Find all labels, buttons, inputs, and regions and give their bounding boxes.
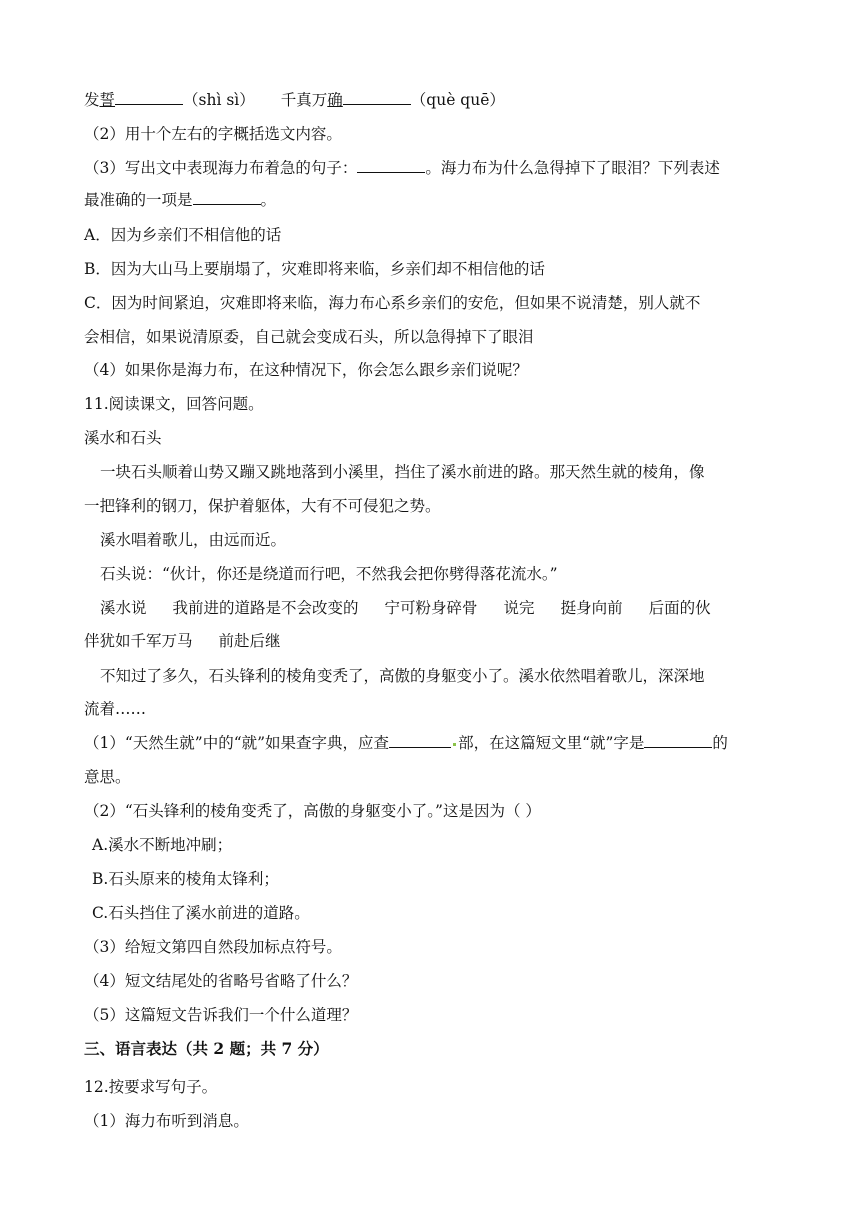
pinyin-line [84,90,505,110]
sub-question-4: （4）短文结尾处的省略号省略了什么？ [84,972,358,990]
passage-title: 溪水和石头 [84,429,162,447]
phrase: 伴犹如千军万马 [84,632,193,650]
passage-paragraph-cont: 流着…… [84,700,147,718]
phrase: 我前进的道路是不会改变的 [172,599,359,617]
answer-blank[interactable] [343,90,411,105]
question-12: 12.按要求写句子。 [84,1078,218,1096]
sub-question-1 [84,733,728,753]
pinyin-options: （què quē） [410,91,505,109]
sub-option-c: C.石头挡住了溪水前进的道路。 [92,904,310,922]
sub-option-a: A.溪水不断地冲刷； [92,836,233,854]
phrase: 溪水说 [100,599,147,617]
phrase: 说完 [503,599,535,617]
question-text: 。 [260,191,277,209]
sub-question-3: （3）给短文第四自然段加标点符号。 [84,938,342,956]
answer-blank[interactable] [644,733,712,748]
sub-question-5: （5）这篇短文告诉我们一个什么道理？ [84,1006,358,1024]
passage-paragraph-cont: 一把锋利的钢刀，保护着躯体，大有不可侵犯之势。 [84,497,441,515]
sub-option-b: B.石头原来的棱角太锋利； [92,870,279,888]
question-text: （3）写出文中表现海力布着急的句子： [84,159,358,177]
option-c: C．因为时间紧迫，灾难即将来临，海力布心系乡亲们的安危，但如果不说清楚，别人就不 [84,294,701,312]
question-2: （2）用十个左右的字概括选文内容。 [84,125,342,143]
sub-question-1-cont: 意思。 [84,768,131,786]
answer-blank[interactable] [193,190,261,205]
passage-paragraph: 一块石头顺着山势又蹦又跳地落到小溪里，挡住了溪水前进的路。那天然生就的棱角，像 [100,463,705,481]
passage-paragraph: 不知过了多久，石头锋利的棱角变秃了，高傲的身躯变小了。溪水依然唱着歌儿，深深地 [100,667,705,685]
question-text: 。海力布为什么急得掉下了眼泪？下列表述 [425,159,720,177]
question-3 [84,158,720,178]
green-dot-mark [453,743,456,746]
underlined-char: 誓 [99,91,116,109]
phrase: 挺身向前 [560,599,623,617]
section-heading: 三、语言表达（共 2 题；共 7 分） [84,1039,329,1058]
question-11: 11.阅读课文，回答问题。 [84,395,264,413]
sub-question-2: （2）“石头锋利的棱角变秃了，高傲的身躯变小了。”这是因为（ ） [84,802,541,820]
passage-paragraph: 溪水唱着歌儿，由远而近。 [100,531,287,549]
phrase: 前赴后继 [218,632,281,650]
question-3-cont [84,190,276,210]
phrase: 宁可粉身碎骨 [384,599,478,617]
question-text: 部，在这篇短文里“就”字是 [458,734,645,752]
passage-paragraph: 石头说：“伙计，你还是绕道而行吧，不然我会把你劈得落花流水。” [100,565,558,583]
pinyin-options: （shì sì） [183,91,255,109]
phrase: 后面的伙 [648,599,711,617]
word-text: 千真万 [280,91,328,109]
option-b: B．因为大山马上要崩塌了，灾难即将来临，乡亲们却不相信他的话 [84,260,545,278]
answer-blank[interactable] [389,733,451,748]
question-text: （1）“天然生就”中的“就”如果查字典，应查 [84,734,390,752]
answer-blank[interactable] [115,90,183,105]
passage-paragraph-4 [100,598,711,618]
option-c-cont: 会相信，如果说清原委，自己就会变成石头，所以急得掉下了眼泪 [84,328,534,346]
question-text: 的 [712,734,728,752]
question-12-1: （1）海力布听到消息。 [84,1112,249,1130]
passage-paragraph-4-cont [84,631,281,651]
underlined-char: 确 [327,91,343,109]
option-a: A．因为乡亲们不相信他的话 [84,226,282,244]
question-text: 最准确的一项是 [84,191,193,209]
answer-blank[interactable] [357,158,425,173]
question-4: （4）如果你是海力布，在这种情况下，你会怎么跟乡亲们说呢？ [84,361,528,379]
word-text: 发 [84,91,100,109]
